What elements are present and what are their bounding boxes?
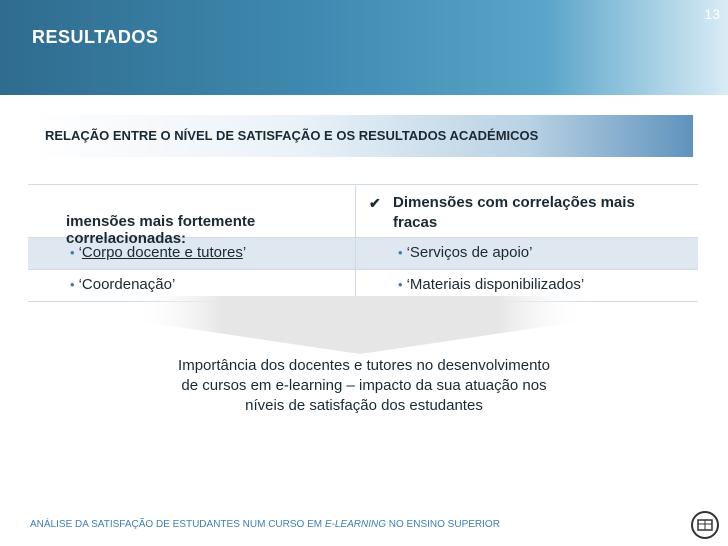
right-header-line1: Dimensões com correlações mais	[393, 194, 635, 211]
right-header-cell	[356, 185, 698, 237]
bullet-icon: •	[398, 277, 403, 292]
right-header-line2: fracas	[393, 214, 438, 231]
bullet-icon: •	[398, 245, 403, 260]
right-header-text	[369, 193, 635, 233]
bullet-icon: •	[70, 245, 75, 260]
left-header-line2: correlacionadas:	[66, 230, 187, 247]
footer-suffix: NO ENSINO SUPERIOR	[388, 519, 500, 530]
table-header-row	[28, 184, 698, 247]
page-title: RESULTADOS	[32, 27, 159, 47]
footer	[30, 519, 500, 530]
note-line2: de cursos em e-learning – impacto da sua atuação nos	[181, 377, 547, 394]
list-item	[398, 276, 584, 293]
table-cell	[28, 238, 356, 269]
list-item-label: ‘Serviços de apoio’	[406, 244, 533, 261]
bullet-icon: •	[70, 277, 75, 292]
list-item-label: ‘Coordenação’	[78, 276, 176, 293]
list-item	[398, 244, 532, 261]
footer-emphasis: E-LEARNING	[324, 519, 386, 530]
list-item-label: ‘Materiais disponibilizados’	[406, 276, 585, 293]
section-banner	[33, 115, 693, 157]
list-item-label: Corpo docente e tutores	[81, 244, 243, 261]
arrow-graphic	[60, 296, 660, 356]
section-title: RELAÇÃO ENTRE O NÍVEL DE SATISFAÇÃO E OS RESULTADOS ACADÉMICOS	[45, 128, 539, 143]
table-cell	[356, 238, 698, 269]
left-header-cell	[28, 185, 356, 247]
note-line1: Importância dos docentes e tutores no desenvolvimento	[178, 357, 550, 374]
seal-icon	[690, 510, 720, 540]
header-banner	[0, 0, 728, 95]
check-icon: ✔	[369, 195, 381, 211]
results-table	[28, 184, 698, 302]
list-item: • ‘Corpo docente e tutores’	[70, 244, 247, 261]
footer-prefix: ANÁLISE DA SATISFAÇÃO DE ESTUDANTES NUM CURSO EM	[30, 519, 323, 530]
note-line3: níveis de satisfação dos estudantes	[245, 397, 483, 414]
left-header-line1: imensões mais fortemente	[66, 213, 256, 230]
conclusion-note	[140, 356, 588, 416]
page-number: 13	[704, 6, 720, 22]
table-row	[28, 238, 698, 270]
list-item	[70, 276, 175, 293]
